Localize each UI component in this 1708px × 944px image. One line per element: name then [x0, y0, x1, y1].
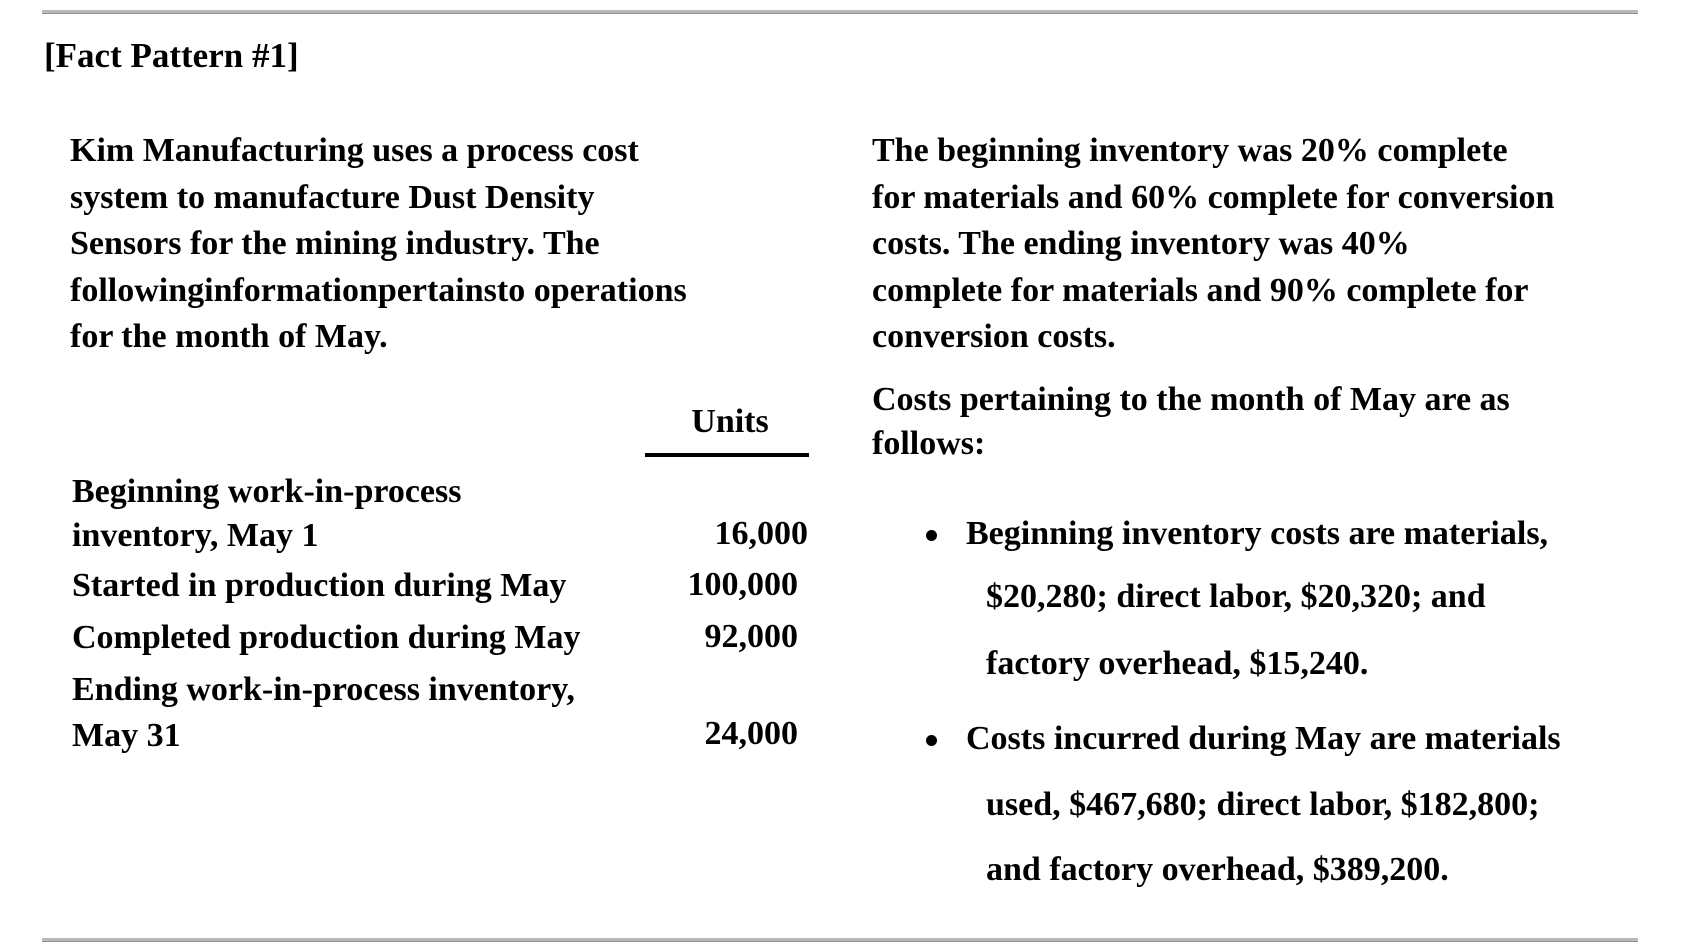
intro-paragraph — [70, 128, 790, 361]
completed-production-units: 92,000 — [704, 618, 798, 655]
intro-line: followinginformationpertainsto operations — [70, 271, 687, 309]
completion-line: costs. The ending inventory was 40% — [872, 225, 1410, 262]
beginning-costs-line3: factory overhead, $15,240. — [986, 645, 1369, 682]
completion-paragraph — [872, 128, 1642, 361]
bullet-dot-icon — [926, 735, 937, 746]
intro-line: Sensors for the mining industry. The — [70, 225, 600, 262]
ending-wip-units: 24,000 — [704, 715, 798, 752]
costs-intro-paragraph — [872, 378, 1642, 466]
may-costs-line2: used, $467,680; direct labor, $182,800; — [986, 786, 1540, 823]
fact-pattern-heading: [Fact Pattern #1] — [44, 36, 299, 75]
completion-line: The beginning inventory was 20% complete — [872, 132, 1508, 169]
completion-line: complete for materials and 90% complete for — [872, 271, 1529, 309]
beginning-wip-label-line2: inventory, May 1 — [72, 517, 319, 554]
may-costs-line1: Costs incurred during May are materials — [966, 720, 1561, 757]
ending-wip-label-line2: May 31 — [72, 717, 181, 754]
intro-line: system to manufacture Dust Density — [70, 178, 595, 216]
units-header-underline — [645, 453, 809, 457]
bottom-rule — [42, 938, 1638, 942]
ending-wip-label-line1: Ending work-in-process inventory, — [72, 671, 575, 708]
completion-line: for materials and 60% complete for conversion — [872, 178, 1555, 216]
started-production-label: Started in production during May — [72, 567, 567, 604]
intro-line: for the month of May. — [70, 318, 388, 355]
units-column-header: Units — [691, 403, 769, 440]
beginning-wip-label-line1: Beginning work-in-process — [72, 473, 462, 510]
beginning-wip-units: 16,000 — [714, 515, 808, 552]
beginning-costs-line2: $20,280; direct labor, $20,320; and — [986, 578, 1486, 615]
beginning-costs-line1: Beginning inventory costs are materials, — [966, 515, 1549, 552]
intro-line: Kim Manufacturing uses a process cost — [70, 132, 639, 169]
costs-intro-line: follows: — [872, 425, 986, 462]
completed-production-label: Completed production during May — [72, 619, 581, 656]
costs-intro-line: Costs pertaining to the month of May are as — [872, 381, 1510, 418]
started-production-units: 100,000 — [687, 566, 798, 603]
may-costs-line3: and factory overhead, $389,200. — [986, 851, 1449, 888]
bullet-dot-icon — [926, 530, 937, 541]
top-rule — [42, 10, 1638, 14]
completion-line: conversion costs. — [872, 318, 1116, 355]
